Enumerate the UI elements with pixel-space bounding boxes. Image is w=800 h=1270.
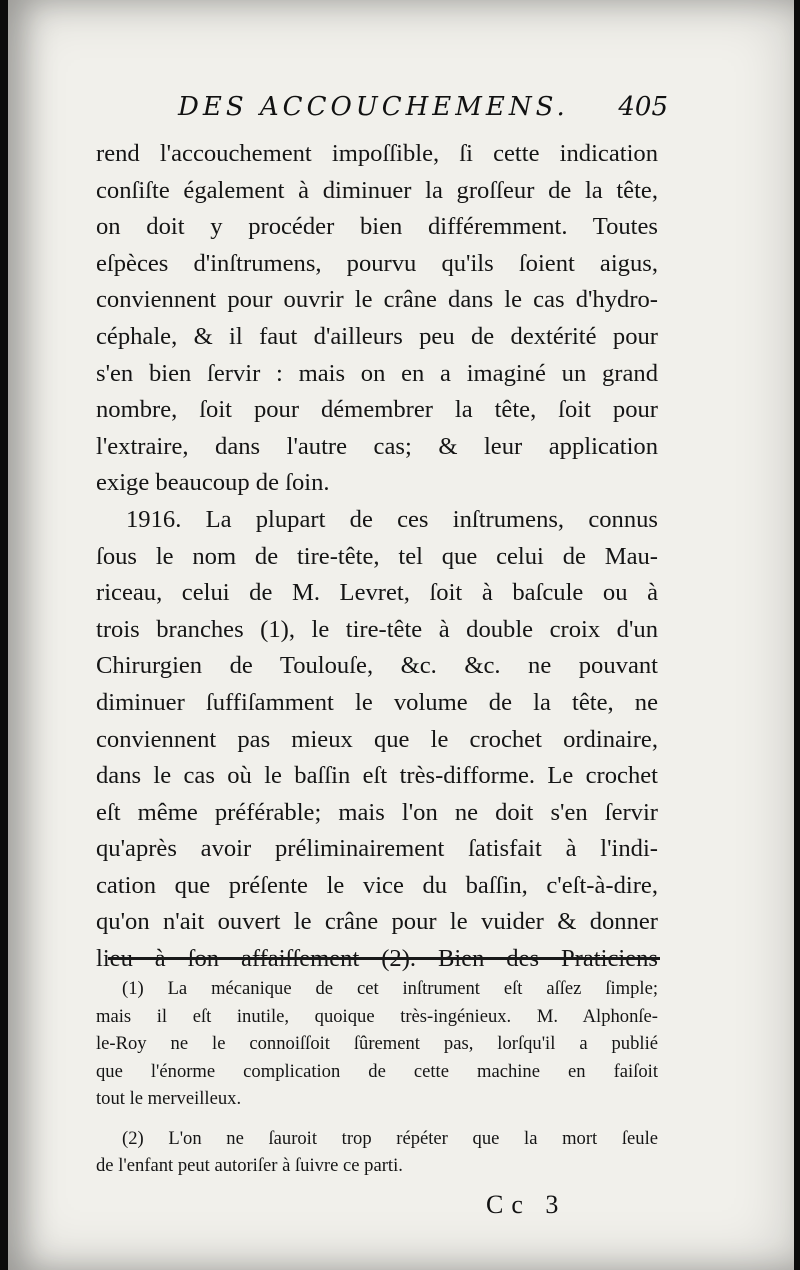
- main-text: [96, 136, 658, 978]
- text-line: conviennent pour ouvrir le crâne dans le cas d'hydro-: [96, 286, 658, 314]
- footnote-line: que l'énorme complication de cette machine en faiſoit: [96, 1060, 658, 1082]
- text-line: on doit y procéder bien différemment. Toutes: [96, 213, 658, 241]
- footnote-rule: [108, 957, 660, 960]
- footnote-line: le-Roy ne le connoiſſoit ſûrement pas, lorſqu'il a publié: [96, 1033, 658, 1054]
- text-line: eſt même préférable; mais l'on ne doit s'en ſervir: [96, 798, 658, 826]
- text-line: qu'on n'ait ouvert le crâne pour le vuider & donner: [96, 908, 658, 936]
- text-line: conſiſte également à diminuer la groſſeur de la tête,: [96, 176, 658, 204]
- text-line: riceau, celui de M. Levret, ſoit à baſcule ou à: [96, 579, 658, 607]
- text-line: trois branches (1), le tire-tête à double croix d'un: [96, 615, 658, 643]
- footnotes: [96, 975, 658, 1180]
- text-line: 1916. La plupart de ces inſtrumens, connus: [126, 505, 658, 533]
- text-line: cation que préſente le vice du baſſin, c'eſt-à-dire,: [96, 871, 658, 899]
- text-line: s'en bien ſervir : mais on en a imaginé un grand: [96, 359, 658, 387]
- page-number: 405: [618, 92, 668, 122]
- text-line: lieu à ſon affaiſſement (2). Bien des Praticiens: [96, 945, 658, 973]
- text-line: eſpèces d'inſtrumens, pourvu qu'ils ſoient aigus,: [96, 249, 658, 277]
- text-line: conviennent pas mieux que le crochet ordinaire,: [96, 725, 658, 753]
- text-line: nombre, ſoit pour démembrer la tête, ſoit pour: [96, 396, 658, 424]
- footnote-line: mais il eſt inutile, quoique très-ingénieux. M. Alphonſe-: [96, 1005, 658, 1027]
- text-line: céphale, & il faut d'ailleurs peu de dextérité pour: [96, 322, 658, 350]
- footnote-line: de l'enfant peut autoriſer à ſuivre ce parti.: [96, 1155, 403, 1176]
- running-title: DES ACCOUCHEMENS.: [178, 92, 569, 122]
- footnote-1: [96, 975, 658, 1113]
- text-line: dans le cas où le baſſin eſt très-difforme. Le crochet: [96, 762, 658, 790]
- text-line: exige beaucoup de ſoin.: [96, 469, 330, 497]
- text-line: l'extraire, dans l'autre cas; & leur application: [96, 432, 658, 460]
- running-header: [178, 92, 668, 132]
- signature-mark: Cc 3: [486, 1190, 567, 1219]
- footnote-2: [96, 1125, 658, 1180]
- text-line: Chirurgien de Toulouſe, &c. &c. ne pouvant: [96, 652, 658, 680]
- book-page: [8, 0, 794, 1270]
- text-line: qu'après avoir préliminairement ſatisfait à l'indi-: [96, 835, 658, 863]
- footnote-line: (2) L'on ne ſauroit trop répéter que la mort ſeule: [122, 1127, 658, 1149]
- text-line: ſous le nom de tire-tête, tel que celui de Mau-: [96, 542, 658, 570]
- text-line: diminuer ſuffiſamment le volume de la tête, ne: [96, 688, 658, 716]
- footnote-line: tout le merveilleux.: [96, 1088, 242, 1109]
- footnote-line: (1) La mécanique de cet inſtrument eſt aſſez ſimple;: [122, 978, 658, 999]
- text-line: rend l'accouchement impoſſible, ſi cette indication: [96, 140, 658, 167]
